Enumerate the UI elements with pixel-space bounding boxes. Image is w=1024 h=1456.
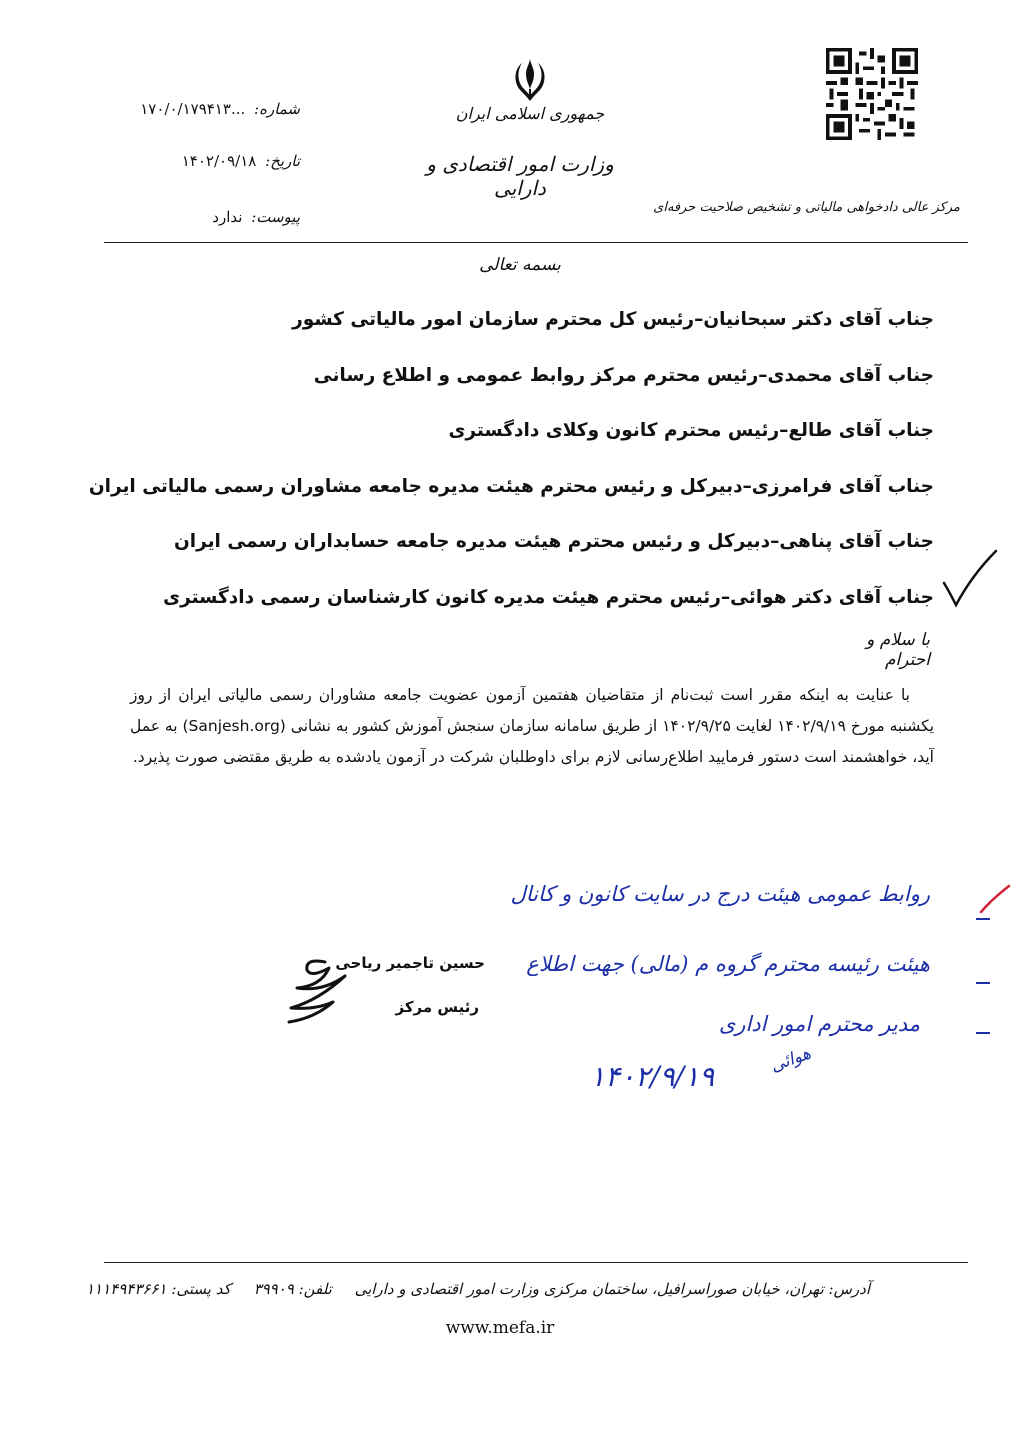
handwritten-note: مدیر محترم امور اداری [718, 1012, 920, 1036]
letter-attachment-value: ندارد [212, 208, 243, 226]
footer-address-line [86, 1280, 870, 1298]
footer-phone: تلفن: ۳۹۹۰۹ [253, 1280, 332, 1298]
letter-number-label: شماره: [254, 100, 300, 118]
letter-body [130, 680, 934, 773]
center-name: مرکز عالی دادخواهی مالیاتی و تشخیص صلاحیت حرفه‌ای [653, 200, 960, 215]
footer-postal-code: کد پستی: ۱۱۱۴۹۴۳۶۶۱ [86, 1280, 231, 1298]
footer-divider [104, 1262, 968, 1263]
footer-website-link[interactable]: www.mefa.ir [445, 1318, 555, 1338]
letter-number [110, 100, 300, 118]
signer-name: حسین تاجمیر ریاحی [335, 954, 485, 972]
recipient-item: جناب آقای دکتر هوائی–رئیس محترم هیئت مدیره کانون کارشناسان رسمی دادگستری [163, 586, 934, 608]
handwritten-note: هیئت رئیسه محترم گروه م (مالی) جهت اطلاع [526, 952, 930, 976]
recipient-item: جناب آقای محمدی–رئیس محترم مرکز روابط عمومی و اطلاع رسانی [313, 364, 934, 386]
recipient-list [88, 300, 934, 633]
greeting: با سلام و احترام [866, 630, 930, 670]
iran-emblem-icon [505, 55, 555, 105]
note-bullet [976, 918, 990, 920]
letter-date-label: تاریخ: [265, 152, 300, 170]
check-mark-icon [940, 545, 1000, 615]
recipient-item: جناب آقای دکتر سبحانیان–رئیس کل محترم سازمان امور مالیاتی کشور [292, 309, 934, 330]
letter-date-value: ۱۴۰۲/۰۹/۱۸ [181, 152, 257, 170]
handwritten-notes [510, 870, 990, 1110]
recipient-item: جناب آقای پناهی–دبیرکل و رئیس محترم هیئت مدیره جامعه حسابداران رسمی ایران [173, 531, 934, 552]
handwritten-note: روابط عمومی هیئت درج در سایت کانون و کانال [510, 882, 930, 906]
handwritten-initials: هوائی [767, 1043, 814, 1077]
footer-address: آدرس: تهران، خیابان صوراسرافیل، ساختمان مرکزی وزارت امور اقتصادی و دارایی [354, 1280, 870, 1298]
note-bullet [976, 982, 990, 984]
letter-body-paragraph: با عنایت به اینکه مقرر است ثبت‌نام از متقاضیان هفتمین آزمون عضویت جامعه مشاوران رسمی مالیاتی ایران از روز یکشنبه مورخ ۱۴۰۲/۹/۱۹ لغایت ۱۴۰۲/۹/۲۵ از طریق سامانه سازمان سنجش آموزش کشور به نشانی (Sanjesh.org) به عمل آید، خواهشمند است دستور فرمایید اطلاع‌رسانی لازم برای داوطلبان شرکت در آزمون یادشده به طریق مقتضی صورت پذیرد. [130, 686, 935, 766]
government-title: جمهوری اسلامی ایران [455, 104, 605, 123]
recipient-item: جناب آقای طالع–رئیس محترم کانون وکلای دادگستری [448, 420, 934, 441]
note-bullet [976, 1032, 990, 1034]
letter-number-value: ...۱۷۰/۰/۱۷۹۴۱۳ [140, 100, 246, 118]
signer-title: رئیس مرکز [395, 998, 479, 1016]
handwritten-date: ۱۴۰۲/۹/۱۹ [590, 1060, 715, 1093]
invocation: بسمه تعالی [479, 255, 561, 275]
ministry-title: وزارت امور اقتصادی و دارایی [426, 152, 614, 200]
letter-attachment [110, 208, 300, 226]
header-divider [104, 242, 968, 243]
letter-attachment-label: پیوست: [251, 208, 300, 226]
letter-date [110, 152, 300, 170]
recipient-item: جناب آقای فرامرزی–دبیرکل و رئیس محترم هیئت مدیره جامعه مشاوران رسمی مالیاتی ایران [88, 475, 934, 497]
qr-code-icon [826, 48, 918, 140]
